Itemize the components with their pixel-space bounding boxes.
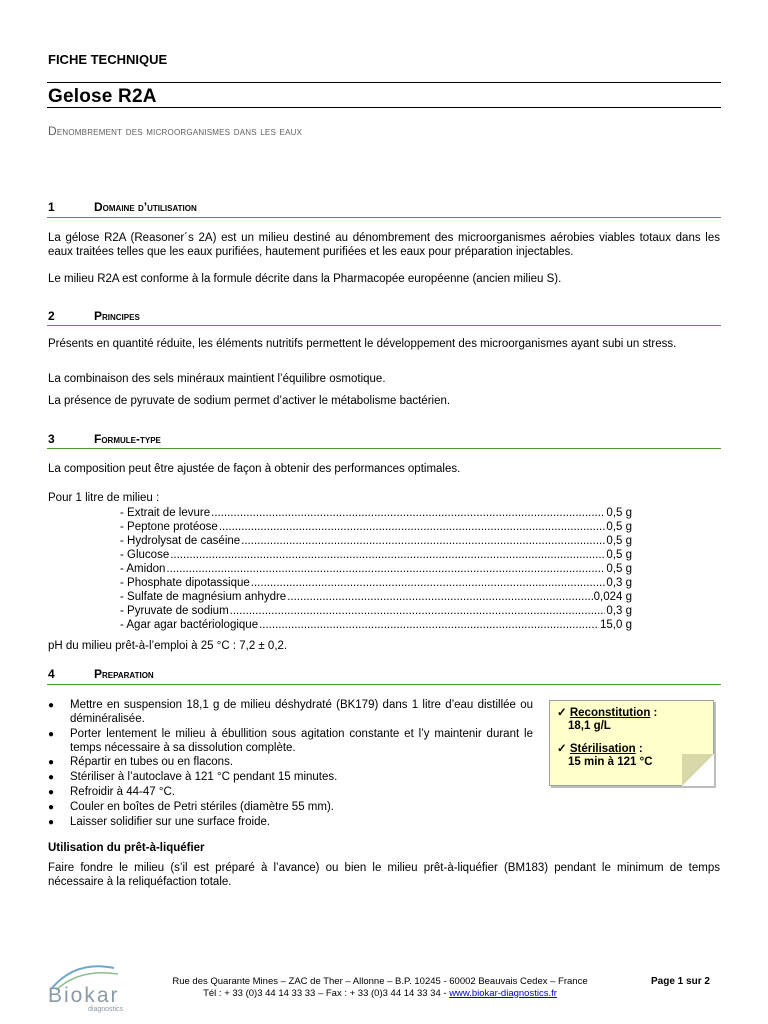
section-2-rule (47, 325, 721, 326)
dot-leader (166, 562, 605, 576)
note-colon: : (650, 707, 658, 719)
dot-leader (219, 520, 606, 534)
website-link[interactable]: www.biokar-diagnostics.fr (449, 987, 557, 999)
list-item (48, 728, 533, 755)
ingredient-row (120, 576, 632, 590)
bullet-icon: ● (48, 729, 55, 740)
ingredient-name: - Peptone protéose (120, 521, 218, 533)
ingredient-row (120, 618, 632, 632)
note-sterilisation-line (557, 743, 643, 756)
principes-paragraph-1: Présents en quantité réduite, les éléments nutritifs permettent le développement des microorganismes ayant subi un stress. (48, 338, 677, 350)
preparation-step: Couler en boîtes de Petri stériles (diamètre 55 mm). (70, 801, 334, 813)
logo-subtext: diagnostics (88, 1006, 124, 1013)
note-sterilisation-value: 15 min à 121 °C (568, 756, 653, 768)
note-reconstitution-line (557, 707, 657, 720)
preparation-step: Stériliser à l’autoclave à 121 °C pendant 15 minutes. (70, 771, 338, 783)
footer-contact (130, 988, 630, 1000)
preparation-step: Répartir en tubes ou en flacons. (70, 756, 234, 768)
subsection-title: Utilisation du prêt-à-liquéfier (48, 842, 205, 854)
header-rule-bottom (47, 107, 721, 108)
preparation-step: Laisser solidifier sur une surface froide. (70, 816, 271, 828)
section-1-number: 1 (48, 200, 55, 214)
list-item (48, 801, 533, 815)
page-title: Gelose R2A (48, 86, 157, 107)
preparation-step: Mettre en suspension 18,1 g de milieu déshydraté (BK179) dans 1 litre d’eau distillée ou déminéralisée. (70, 699, 533, 725)
section-1-title: Domaine d’utilisation (94, 200, 197, 214)
section-4-number: 4 (48, 667, 55, 681)
section-2-number: 2 (48, 309, 55, 323)
list-item (48, 699, 533, 726)
note-reconstitution-label: Reconstitution (569, 707, 651, 719)
dot-leader (211, 506, 605, 520)
list-item (48, 786, 533, 800)
ingredient-name: - Extrait de levure (120, 507, 211, 519)
section-1-rule (47, 217, 721, 218)
ingredient-quantity: 0,3 g (606, 577, 632, 589)
bullet-icon: ● (48, 802, 55, 813)
section-2-title: Principes (94, 309, 140, 323)
sticky-note (549, 700, 714, 786)
list-item (48, 771, 533, 785)
section-3-rule (47, 448, 721, 449)
ingredient-name: - Amidon (120, 563, 166, 575)
section-4-rule (47, 684, 721, 685)
dot-leader (241, 534, 605, 548)
ingredient-quantity: 0,024 g (593, 591, 632, 603)
dot-leader (259, 618, 599, 632)
ingredient-row (120, 506, 632, 520)
subsection-paragraph: Faire fondre le milieu (s’il est préparé à l’avance) ou bien le milieu prêt-à-liquéfier (BM183) pendant le minimum de temps nécessaire à la reliquéfaction totale. (48, 862, 720, 888)
preparation-step: Refroidir à 44-47 °C. (70, 786, 175, 798)
footer-phone-fax: Tél : + 33 (0)3 44 14 33 33 – Fax : + 33 (0)3 44 14 33 34 - (203, 987, 450, 999)
ingredient-quantity: 0,5 g (606, 535, 632, 547)
bullet-icon: ● (48, 817, 55, 828)
ingredient-name: - Phosphate dipotassique (120, 577, 250, 589)
section-4-title: Preparation (94, 667, 154, 681)
list-item (48, 756, 533, 770)
logo-swoosh-icon (46, 958, 136, 1014)
preparation-step: Porter lentement le milieu à ébullition sous agitation constante et l’y maintenir durant le temps nécessaire à sa dissolution complète. (70, 728, 533, 754)
checkmark-icon: ✓ (557, 707, 567, 719)
ingredient-name: - Pyruvate de sodium (120, 605, 229, 617)
domaine-paragraph-1: La gélose R2A (Reasoner´s 2A) est un milieu destiné au dénombrement des microorganismes aérobies viables totaux dans les eaux traitées telles que les eaux purifiées, hautement purifiées et les eaux pour préparation injectables. (48, 232, 720, 258)
footer-address: Rue des Quarante Mines – ZAC de Ther – Allonne – B.P. 10245 - 60002 Beauvais Cedex – France (172, 976, 588, 987)
bullet-icon: ● (48, 700, 55, 711)
doc-type-label: FICHE TECHNIQUE (48, 52, 168, 67)
page-subtitle: Denombrement des microorganismes dans les eaux (48, 124, 303, 138)
note-folded-corner (682, 754, 714, 786)
bullet-icon: ● (48, 772, 55, 783)
note-sterilisation-label: Stérilisation (569, 743, 636, 755)
bullet-icon: ● (48, 757, 55, 768)
note-reconstitution-value: 18,1 g/L (568, 720, 611, 732)
ingredient-name: - Glucose (120, 549, 170, 561)
ingredient-quantity: 0,5 g (606, 521, 632, 533)
ingredient-quantity: 0,5 g (606, 563, 632, 575)
section-3-number: 3 (48, 432, 55, 446)
section-3-title: Formule-type (94, 432, 161, 446)
ingredient-name: - Sulfate de magnésium anhydre (120, 591, 287, 603)
ingredient-name: - Hydrolysat de caséine (120, 535, 241, 547)
list-item (48, 816, 533, 830)
footer-address-block (130, 976, 630, 999)
biokar-logo (46, 958, 136, 1017)
dot-leader (251, 576, 606, 590)
dot-leader (170, 548, 605, 562)
header-rule-top (47, 82, 721, 83)
ingredient-row (120, 562, 632, 576)
ingredient-quantity: 0,5 g (606, 507, 632, 519)
ingredient-row (120, 590, 632, 604)
note-colon: : (635, 743, 643, 755)
principes-paragraph-2: La combinaison des sels minéraux maintient l’équilibre osmotique. (48, 373, 386, 385)
ph-statement: pH du milieu prêt-à-l’emploi à 25 °C : 7,2 ± 0,2. (48, 640, 288, 652)
ingredient-name: - Agar agar bactériologique (120, 619, 259, 631)
formule-pour-label: Pour 1 litre de milieu : (48, 492, 160, 504)
bullet-icon: ● (48, 787, 55, 798)
dot-leader (287, 590, 592, 604)
domaine-paragraph-2: Le milieu R2A est conforme à la formule décrite dans la Pharmacopée européenne (ancien milieu S). (48, 273, 562, 285)
logo-text: Biokar (48, 984, 120, 1007)
principes-paragraph-3: La présence de pyruvate de sodium permet d’activer le métabolisme bactérien. (48, 395, 451, 407)
ingredient-row (120, 548, 632, 562)
dot-leader (230, 604, 606, 618)
page-number: Page 1 sur 2 (651, 976, 710, 987)
ingredient-row (120, 534, 632, 548)
formule-intro: La composition peut être ajustée de façon à obtenir des performances optimales. (48, 463, 461, 475)
ingredient-quantity: 0,3 g (606, 605, 632, 617)
ingredient-row (120, 520, 632, 534)
ingredient-quantity: 0,5 g (606, 549, 632, 561)
ingredient-row (120, 604, 632, 618)
ingredient-quantity: 15,0 g (600, 619, 632, 631)
checkmark-icon: ✓ (557, 743, 567, 755)
